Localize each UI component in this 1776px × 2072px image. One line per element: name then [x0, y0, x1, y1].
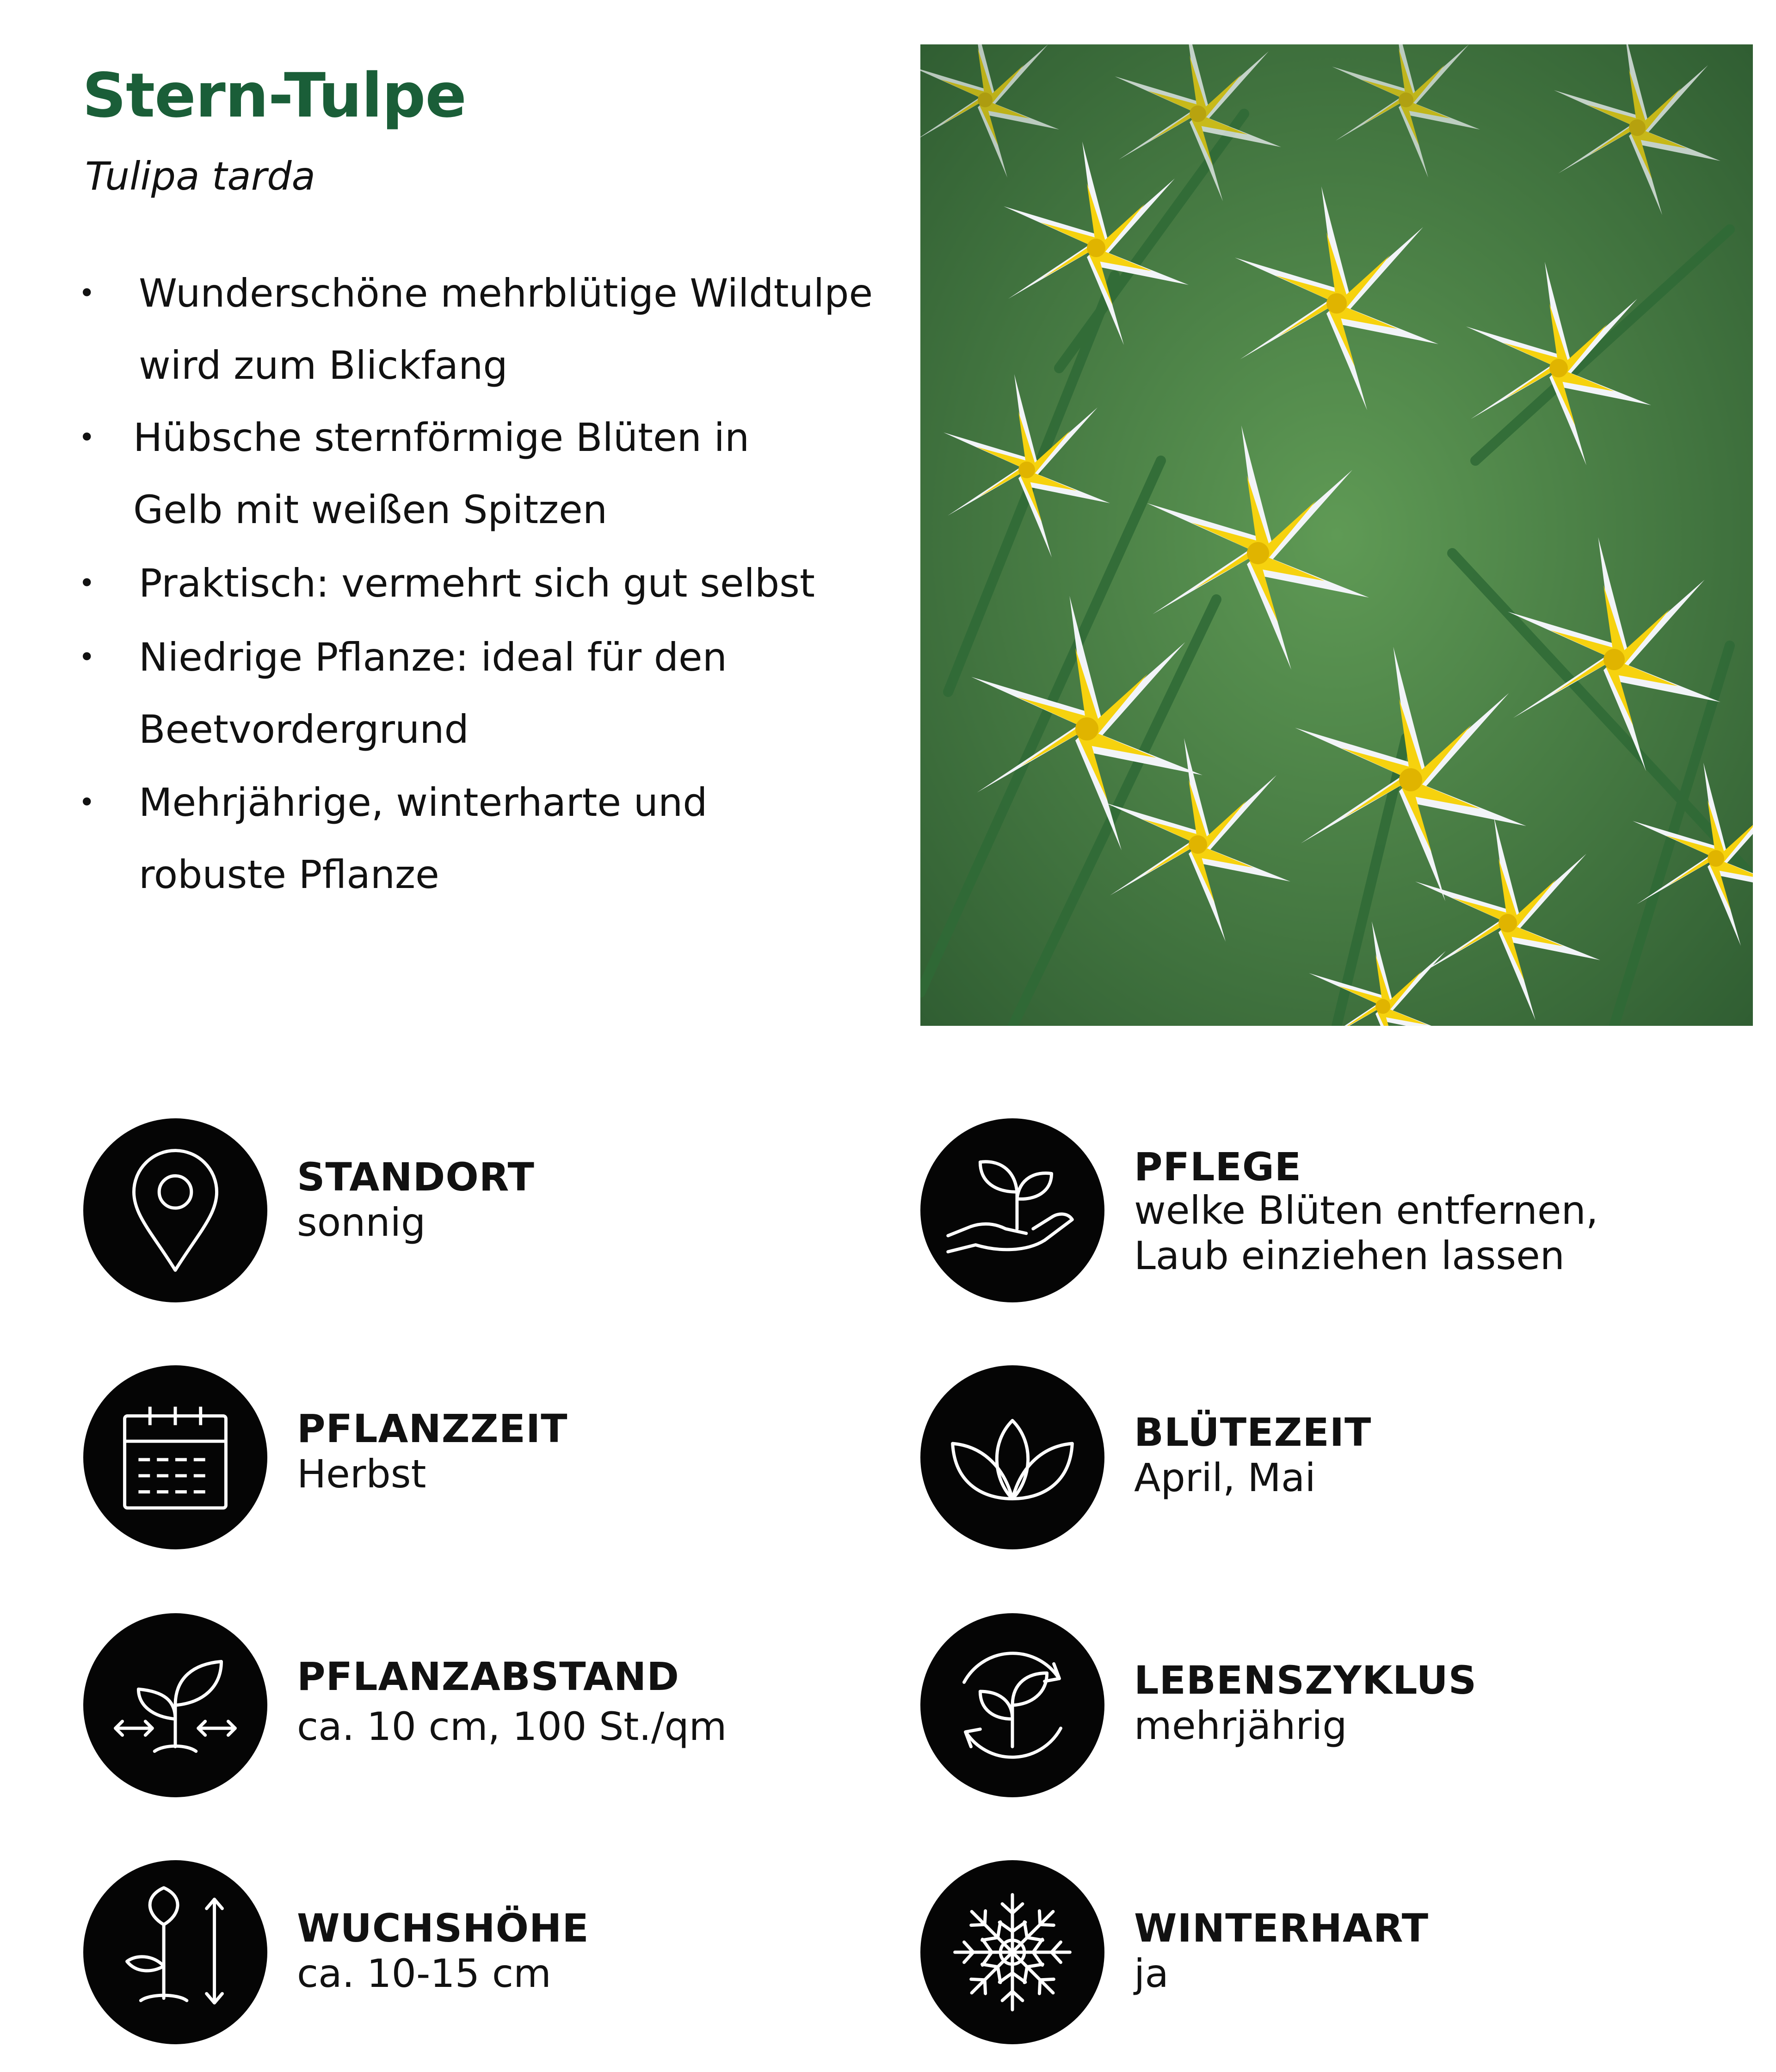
product-title: Stern-Tulpe [82, 60, 466, 131]
feature-value: ja [1134, 1951, 1169, 1996]
bullet-text: Beetvordergrund [139, 707, 469, 752]
feature-standort [83, 1118, 916, 1303]
bullet-text: robuste Pflanze [139, 852, 439, 897]
location-pin-icon [83, 1118, 267, 1302]
feature-label: WUCHSHÖHE [297, 1906, 589, 1951]
feature-pflege [920, 1118, 1753, 1303]
calendar-icon [83, 1365, 267, 1549]
feature-value: ca. 10 cm, 100 St./qm [297, 1704, 727, 1749]
feature-value: mehrjährig [1134, 1703, 1347, 1748]
feature-winterhart [920, 1860, 1753, 2045]
feature-value: Herbst [297, 1451, 426, 1497]
feature-wuchshoehe [83, 1860, 916, 2045]
feature-pflanzabstand [83, 1613, 916, 1798]
feature-bullet-list [0, 0, 879, 925]
feature-bluetezeit [920, 1365, 1753, 1550]
product-latin-name: Tulipa tarda [85, 154, 316, 199]
bullet-dot-icon: • [79, 641, 95, 673]
bullet-text: Mehrjährige, winterharte und [139, 780, 708, 825]
feature-label: STANDORT [297, 1154, 535, 1200]
hand-seedling-icon [920, 1118, 1104, 1302]
feature-value: Laub einziehen lassen [1134, 1233, 1565, 1278]
feature-label: LEBENSZYKLUS [1134, 1658, 1477, 1703]
feature-value: April, Mai [1134, 1455, 1316, 1500]
plant-cycle-icon [920, 1613, 1104, 1797]
feature-label: PFLEGE [1134, 1144, 1302, 1190]
bullet-dot-icon: • [79, 421, 95, 454]
tulip-photo-illustration [920, 44, 1753, 1026]
feature-value: sonnig [297, 1200, 426, 1245]
bullet-dot-icon: • [79, 786, 95, 819]
plant-height-icon [83, 1860, 267, 2044]
bullet-dot-icon: • [79, 277, 95, 309]
feature-value: ca. 10-15 cm [297, 1951, 551, 1996]
feature-label: WINTERHART [1134, 1906, 1429, 1951]
bullet-text: Niedrige Pflanze: ideal für den [139, 635, 727, 680]
feature-pflanzzeit [83, 1365, 916, 1550]
bullet-text: Wunderschöne mehrblütige Wildtulpe [139, 271, 873, 316]
lotus-flower-icon [920, 1365, 1104, 1549]
plant-spacing-icon [83, 1613, 267, 1797]
snowflake-icon [920, 1860, 1104, 2044]
feature-value: welke Blüten entfernen, [1134, 1188, 1598, 1233]
feature-label: PFLANZZEIT [297, 1406, 568, 1451]
bullet-text: Praktisch: vermehrt sich gut selbst [139, 561, 815, 606]
bullet-text: Hübsche sternförmige Blüten in [133, 415, 750, 460]
bullet-text: wird zum Blickfang [139, 343, 508, 388]
feature-label: BLÜTEZEIT [1134, 1410, 1372, 1455]
bullet-dot-icon: • [79, 567, 95, 599]
feature-label: PFLANZABSTAND [297, 1654, 680, 1699]
bullet-text: Gelb mit weißen Spitzen [133, 487, 608, 532]
feature-lebenszyklus [920, 1613, 1753, 1798]
tulip-photo [920, 44, 1753, 1026]
